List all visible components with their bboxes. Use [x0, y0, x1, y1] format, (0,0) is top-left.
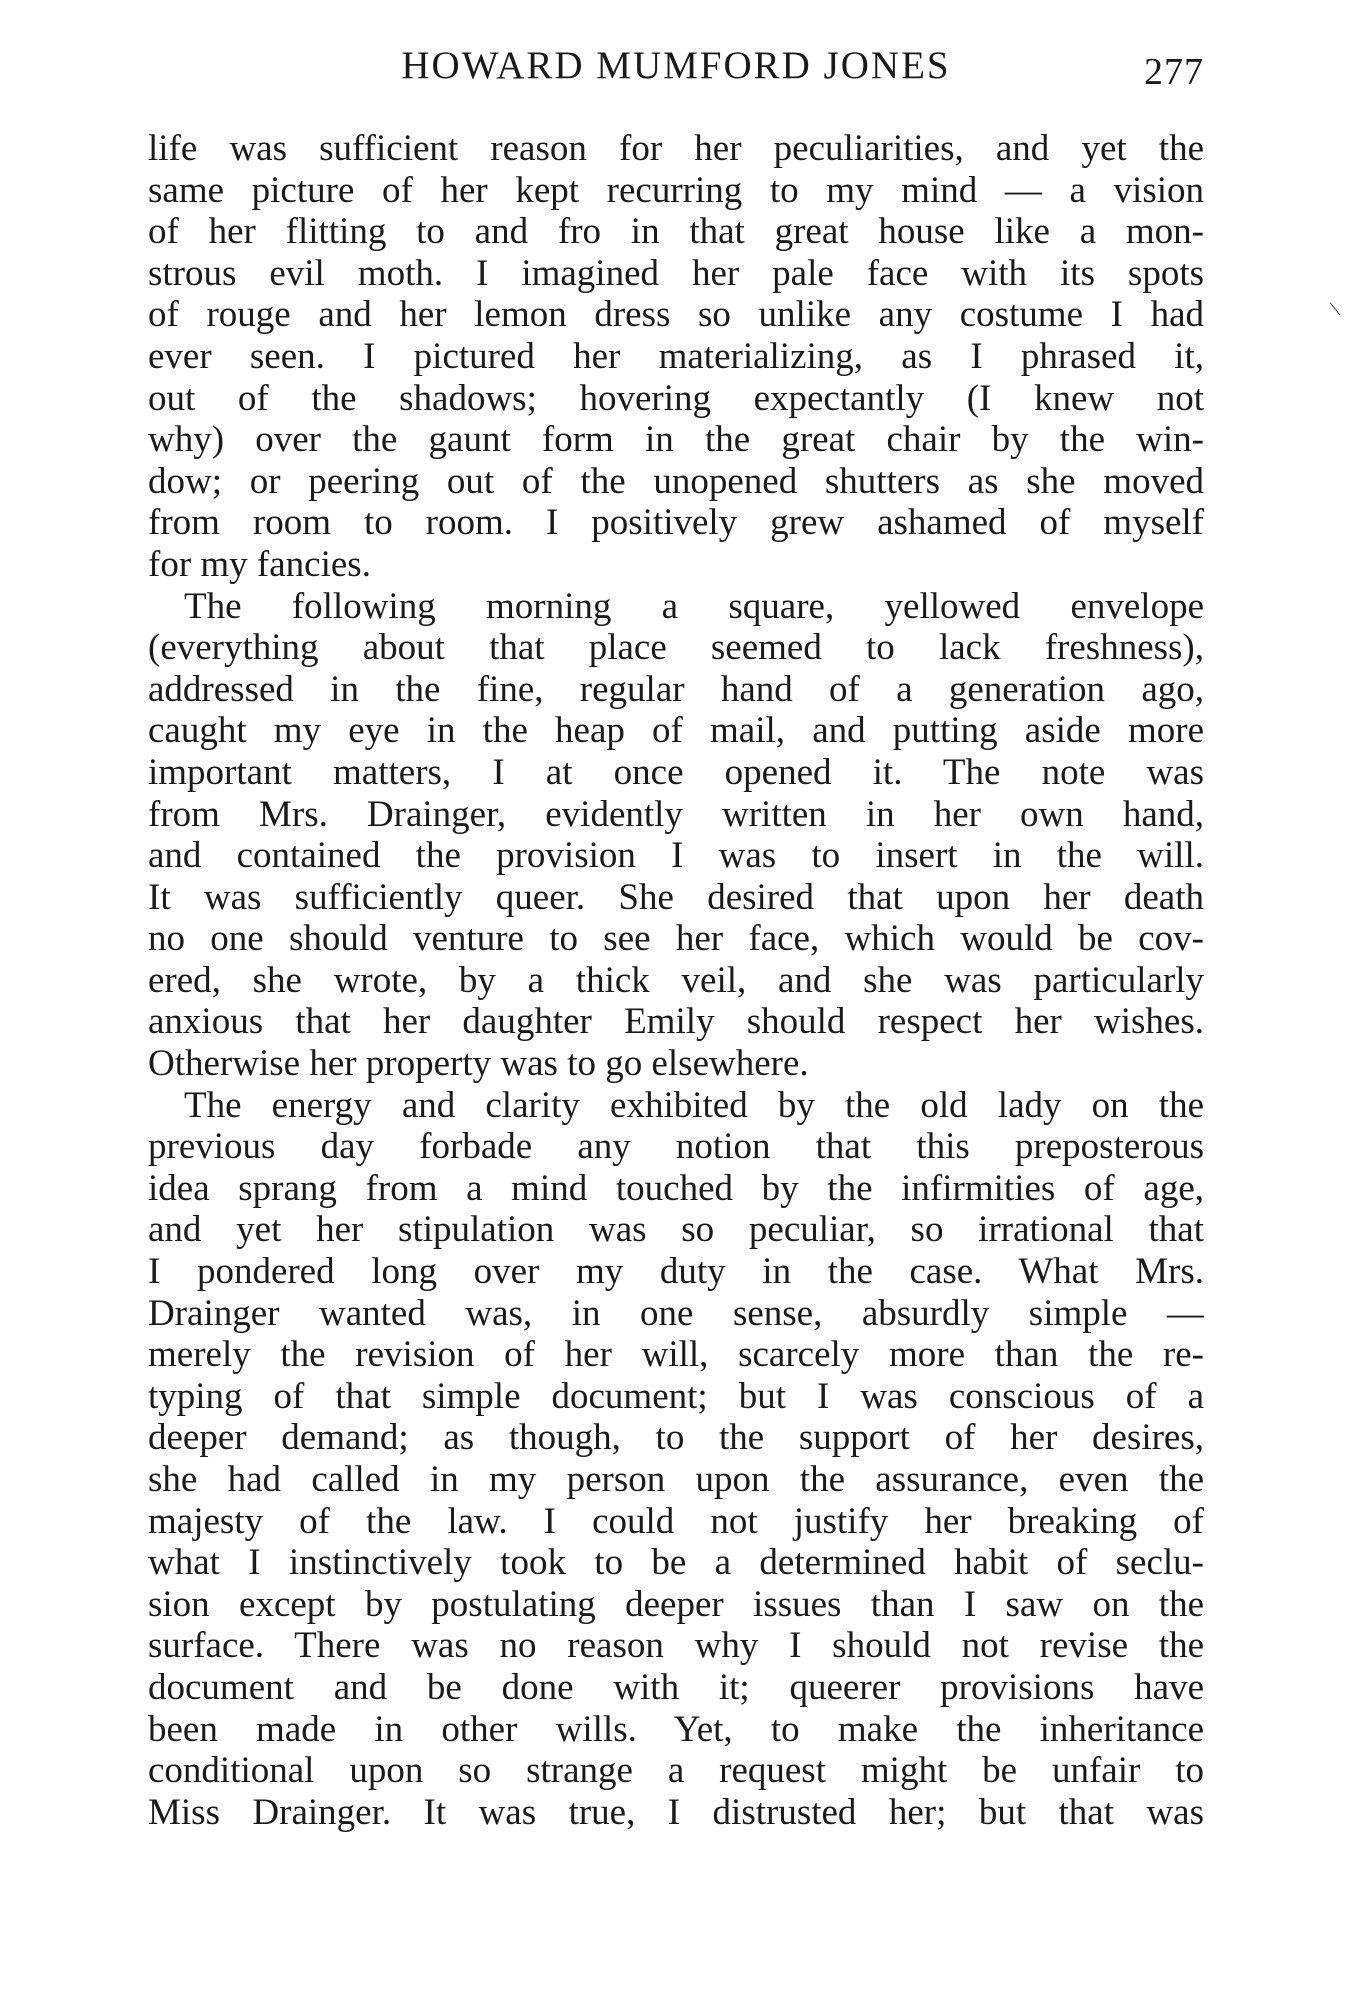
text-line: deeper demand; as though, to the support of her desires,	[148, 1417, 1204, 1459]
paragraph-first-line: The following morning a square, yellowed envelope	[184, 585, 1204, 627]
text-line: addressed in the fine, regular hand of a generation ago,	[148, 668, 1204, 710]
text-line: of rouge and her lemon dress so unlike any costume I had	[148, 294, 1204, 336]
text-line: from Mrs. Drainger, evidently written in her own hand,	[148, 793, 1204, 835]
text-line: previous day forbade any notion that this preposterous	[148, 1126, 1204, 1168]
text-line: for my fancies.	[148, 543, 371, 585]
text-line: life was sufficient reason for her peculiarities, and yet the	[148, 128, 1204, 169]
text-line: same picture of her kept recurring to my mind — a vision	[148, 169, 1204, 211]
text-line: surface. There was no reason why I should not revise the	[148, 1625, 1204, 1667]
text-line: and yet her stipulation was so peculiar, so irrational that	[148, 1209, 1204, 1251]
text-line: caught my eye in the heap of mail, and putting aside more	[148, 710, 1204, 752]
running-title: HOWARD MUMFORD JONES	[401, 44, 951, 87]
text-line: and contained the provision I was to insert in the will.	[148, 835, 1204, 877]
text-line: important matters, I at once opened it. The note was	[148, 751, 1204, 793]
text-line: majesty of the law. I could not justify her breaking of	[148, 1500, 1204, 1542]
text-line: merely the revision of her will, scarcely more than the re-	[148, 1334, 1204, 1376]
text-line: I pondered long over my duty in the case. What Mrs.	[148, 1251, 1204, 1293]
text-line: Otherwise her property was to go elsewhere.	[148, 1043, 809, 1085]
text-line: document and be done with it; queerer provisions have	[148, 1666, 1204, 1708]
text-line: idea sprang from a mind touched by the infirmities of age,	[148, 1167, 1204, 1209]
text-line: It was sufficiently queer. She desired that upon her death	[148, 876, 1204, 918]
text-line: Miss Drainger. It was true, I distrusted her; but that was	[148, 1791, 1204, 1833]
text-line: strous evil moth. I imagined her pale face with its spots	[148, 252, 1204, 294]
text-line: out of the shadows; hovering expectantly (I knew not	[148, 377, 1204, 419]
text-line: ever seen. I pictured her materializing, as I phrased it,	[148, 335, 1204, 377]
text-line: ered, she wrote, by a thick veil, and she was particularly	[148, 959, 1204, 1001]
margin-mark: \	[1327, 295, 1343, 322]
text-line: (everything about that place seemed to lack freshness),	[148, 627, 1204, 669]
text-line: from room to room. I positively grew ashamed of myself	[148, 502, 1204, 544]
text-line: of her flitting to and fro in that great house like a mon-	[148, 211, 1204, 253]
text-line: conditional upon so strange a request might be unfair to	[148, 1750, 1204, 1792]
text-line: Drainger wanted was, in one sense, absurdly simple —	[148, 1292, 1204, 1334]
text-line: anxious that her daughter Emily should respect her wishes.	[148, 1001, 1204, 1043]
text-line: been made in other wills. Yet, to make the inheritance	[148, 1708, 1204, 1750]
text-line: no one should venture to see her face, which would be cov-	[148, 918, 1204, 960]
text-line: she had called in my person upon the assurance, even the	[148, 1459, 1204, 1500]
page-number: 277	[1144, 51, 1204, 93]
text-line: typing of that simple document; but I was conscious of a	[148, 1375, 1204, 1417]
paragraph-first-line: The energy and clarity exhibited by the old lady on the	[184, 1084, 1204, 1126]
text-line: sion except by postulating deeper issues than I saw on the	[148, 1583, 1204, 1625]
text-line: dow; or peering out of the unopened shutters as she moved	[148, 460, 1204, 502]
running-head	[148, 36, 1204, 96]
text-line: why) over the gaunt form in the great chair by the win-	[148, 419, 1204, 461]
text-line: what I instinctively took to be a determined habit of seclu-	[148, 1542, 1204, 1584]
body-text	[148, 128, 1204, 1833]
